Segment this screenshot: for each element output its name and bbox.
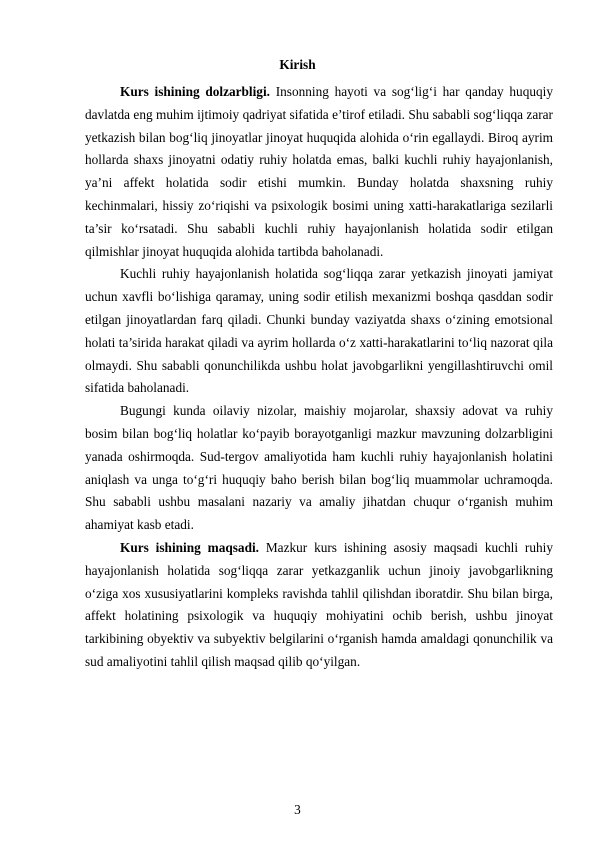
body-text xyxy=(85,81,553,674)
paragraph-relevance xyxy=(85,81,553,263)
paragraph-text: Bugungi kunda oilaviy nizolar, maishiy mojarolar, shaxsiy adovat va ruhiy bosim bilan bog‘liq holatlar ko‘payib borayotganligi mazkur mavzuning dolzarbligini yanada oshirmoqda. Sud-tergov amaliyotida ham kuchli ruhiy hayajonlanish holatini aniqlash va unga to‘g‘ri huquqiy baho berish bilan bog‘liq muammolar uchramoqda. Shu sababli ushbu masalani nazariy va amaliy jihatdan chuqur o‘rganish muhim ahamiyat kasb etadi. xyxy=(85,403,553,533)
paragraph-goal xyxy=(85,537,553,674)
page-number: 3 xyxy=(294,802,301,817)
paragraph-text: Kuchli ruhiy hayajonlanish holatida sog‘liqqa zarar yetkazish jinoyati jamiyat uchun xavfli bo‘lishiga qaramay, uning sodir etilish mexanizmi boshqa qasddan sodir etilgan jinoyatlardan farq qiladi. Chunki bunday vaziyatda shaxs o‘zining emotsional holati ta’sirida harakat qiladi va ayrim hollarda o‘z xatti-harakatlarini to‘liq nazorat qila olmaydi. Shu sababli qonunchilikda ushbu holat javobgarlikni yengillashtiruvchi omil sifatida baholanadi. xyxy=(85,266,553,396)
paragraph-practice xyxy=(85,400,553,537)
paragraph-lead: Kurs ishining dolzarbligi. xyxy=(120,84,270,99)
paragraph-lead: Kurs ishining maqsadi. xyxy=(120,539,259,555)
paragraph-text: Mazkur kurs ishining asosiy maqsadi kuchli ruhiy hayajonlanish holatida sog‘liqqa zarar yetkazganlik uchun jinoiy javobgarlikning o‘ziga xos xususiyatlarini kompleks ravishda tahlil qilishdan iboratdir. Shu bilan birga, affekt holatining psixologik va huquqiy mohiyatini ochib berish, ushbu jinoyat tarkibining obyektiv va subyektiv belgilarini o‘rganish hamda amaldagi qonunchilik va sud amaliyotini tahlil qilish maqsad qilib qo‘yilgan. xyxy=(85,539,553,669)
section-title: Kirish xyxy=(279,57,316,72)
paragraph-difference xyxy=(85,263,553,400)
paragraph-text: Insonning hayoti va sog‘lig‘i har qanday huquqiy davlatda eng muhim ijtimoiy qadriyat sifatida e’tirof etiladi. Shu sababli sog‘liqqa zarar yetkazish bilan bog‘liq jinoyatlar jinoyat huquqida alohida o‘rin egallaydi. Biroq ayrim hollarda shaxs jinoyatni odatiy ruhiy holatda emas, balki kuchli ruhiy hayajonlanish, ya’ni affekt holatida sodir etishi mumkin. Bunday holatda shaxsning ruhiy kechinmalari, hissiy zo‘riqishi va psixologik bosimi uning xatti-harakatlariga sezilarli ta’sir ko‘rsatadi. Shu sababli kuchli ruhiy hayajonlanish holatida sodir etilgan qilmishlar jinoyat huquqida alohida tartibda baholanadi. xyxy=(85,84,553,259)
